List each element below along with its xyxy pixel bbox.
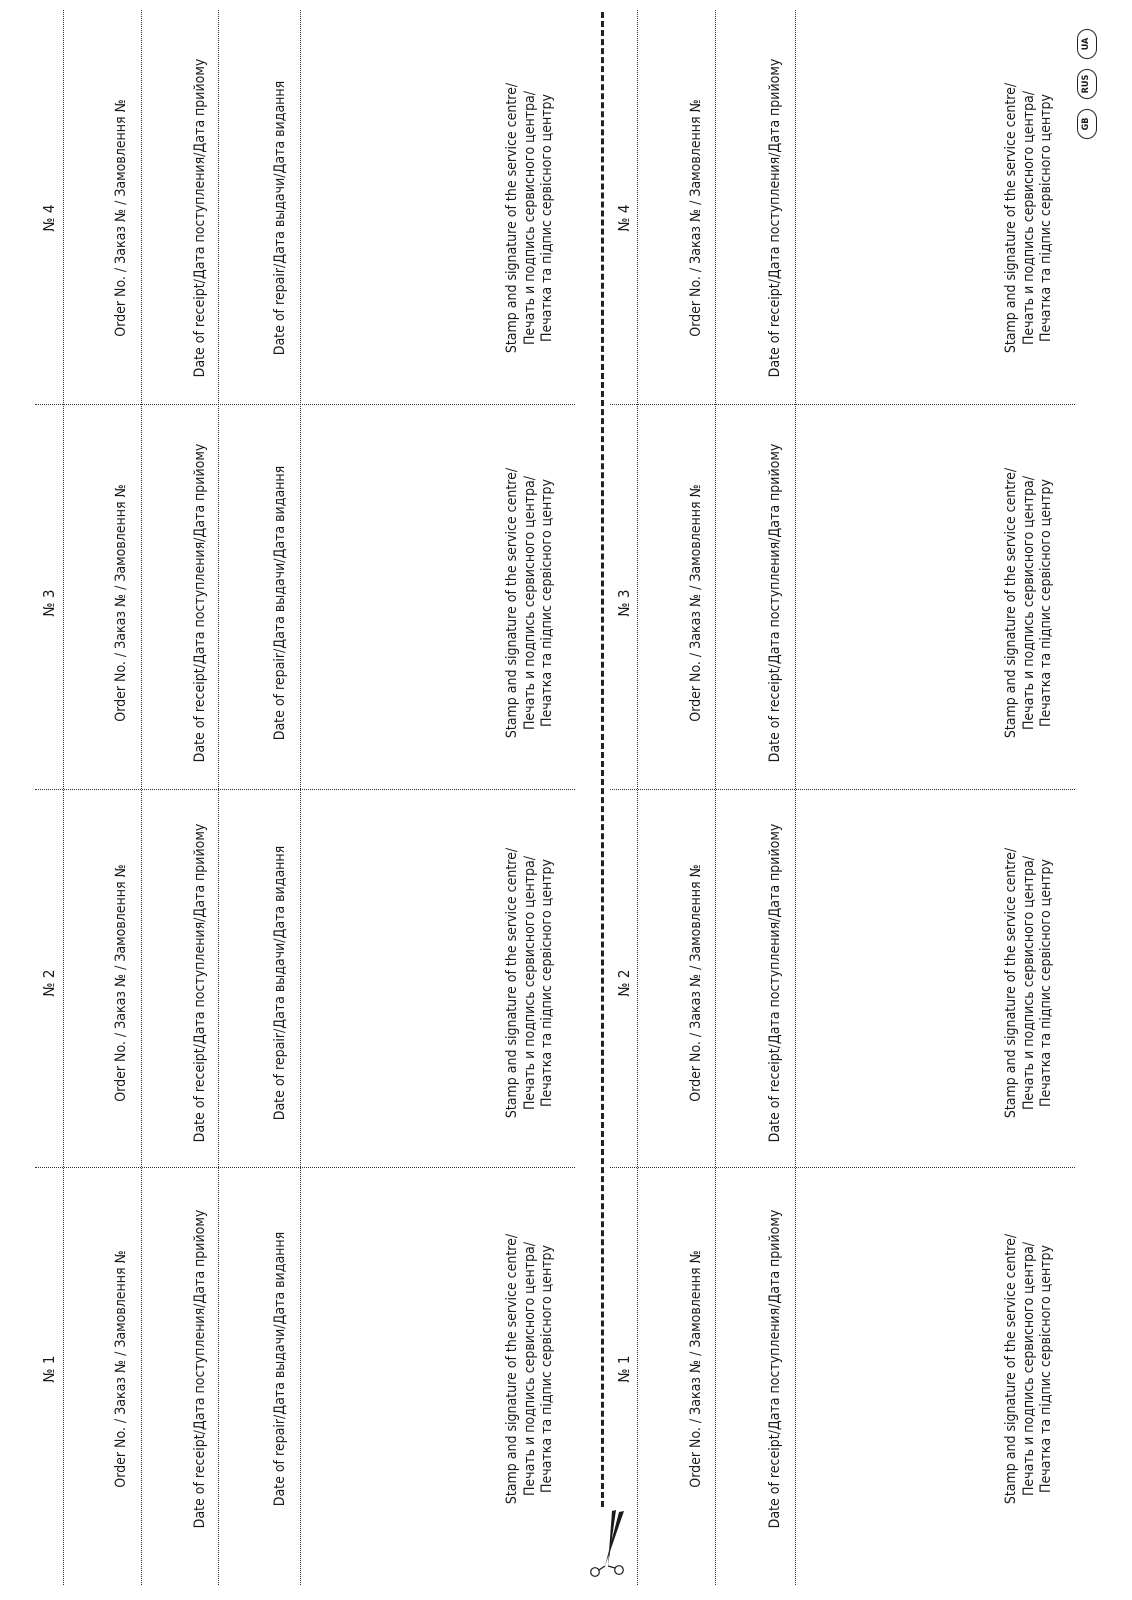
date-of-repair-label: Date of repair/Дата выдачи/Дата видання (272, 1231, 288, 1507)
upper-coupon-separator-1-2 (35, 1167, 575, 1168)
language-badge-rus: RUS (1077, 69, 1097, 99)
order-number-label: Order No. / Заказ № / Замовлення № (113, 1250, 129, 1488)
cut-line (601, 12, 604, 1507)
stamp-label-line-1: Stamp and signature of the service centre/ (504, 847, 520, 1119)
language-badge-ua: UA (1077, 29, 1097, 59)
coupon-number: № 3 (615, 589, 633, 617)
date-of-receipt-label: Date of receipt/Дата поступления/Дата прийому (767, 823, 783, 1143)
stamp-signature-label (504, 813, 557, 1153)
date-of-receipt-label: Date of receipt/Дата поступления/Дата прийому (767, 58, 783, 378)
language-badge-gb: GB (1077, 109, 1097, 139)
order-number-label: Order No. / Заказ № / Замовлення № (688, 99, 704, 337)
order-number-label: Order No. / Заказ № / Замовлення № (113, 484, 129, 722)
upper-receipt-divider (218, 10, 219, 1585)
stamp-label-line-2: Печать и подпись сервисного центра/ (521, 1241, 538, 1497)
lower-order-divider (715, 10, 716, 1585)
upper-outer-edge-line (63, 10, 64, 1585)
lower-coupon-separator-1-2 (610, 1167, 1075, 1168)
stamp-signature-label (1003, 48, 1056, 388)
stamp-signature-label (1003, 433, 1056, 773)
order-number-label: Order No. / Заказ № / Замовлення № (688, 484, 704, 722)
stamp-label-line-3: Печатка та підпис сервісного центру (1038, 1244, 1054, 1494)
upper-repair-divider (300, 10, 301, 1585)
stamp-label-line-3: Печатка та підпис сервісного центру (1038, 478, 1054, 728)
stamp-label-line-1: Stamp and signature of the service centre/ (1003, 1233, 1019, 1505)
date-of-receipt-label: Date of receipt/Дата поступления/Дата прийому (767, 1209, 783, 1529)
stamp-label-line-1: Stamp and signature of the service centre/ (1003, 82, 1019, 354)
lower-receipt-divider (795, 10, 796, 1585)
upper-coupon-separator-2-3 (35, 789, 575, 790)
stamp-signature-label (1003, 813, 1056, 1153)
coupon-number: № 1 (40, 1355, 58, 1383)
lower-coupon-separator-3-4 (610, 404, 1075, 405)
date-of-receipt-label: Date of receipt/Дата поступления/Дата прийому (192, 1209, 208, 1529)
stamp-label-line-2: Печать и подпись сервисного центра/ (521, 855, 538, 1111)
stamp-label-line-2: Печать и подпись сервисного центра/ (1020, 475, 1037, 731)
stamp-label-line-2: Печать и подпись сервисного центра/ (1020, 855, 1037, 1111)
stamp-signature-label (1003, 1199, 1056, 1539)
coupon-number: № 2 (615, 969, 633, 997)
date-of-repair-label: Date of repair/Дата выдачи/Дата видання (272, 80, 288, 356)
stamp-label-line-1: Stamp and signature of the service centre/ (1003, 467, 1019, 739)
stamp-label-line-3: Печатка та підпис сервісного центру (539, 1244, 555, 1494)
stamp-label-line-3: Печатка та підпис сервісного центру (539, 858, 555, 1108)
stamp-signature-label (504, 1199, 557, 1539)
order-number-label: Order No. / Заказ № / Замовлення № (113, 864, 129, 1102)
stamp-label-line-2: Печать и подпись сервисного центра/ (1020, 90, 1037, 346)
coupon-number: № 4 (615, 204, 633, 232)
order-number-label: Order No. / Заказ № / Замовлення № (688, 864, 704, 1102)
stamp-label-line-3: Печатка та підпис сервісного центру (539, 478, 555, 728)
stamp-signature-label (504, 433, 557, 773)
stamp-label-line-1: Stamp and signature of the service centre/ (504, 82, 520, 354)
coupon-number: № 4 (40, 204, 58, 232)
upper-order-divider (141, 10, 142, 1585)
stamp-label-line-1: Stamp and signature of the service centre/ (1003, 847, 1019, 1119)
stamp-label-line-3: Печатка та підпис сервісного центру (1038, 858, 1054, 1108)
date-of-repair-label: Date of repair/Дата выдачи/Дата видання (272, 845, 288, 1121)
date-of-receipt-label: Date of receipt/Дата поступления/Дата прийому (767, 443, 783, 763)
order-number-label: Order No. / Заказ № / Замовлення № (688, 1250, 704, 1488)
upper-coupon-separator-3-4 (35, 404, 575, 405)
stamp-label-line-3: Печатка та підпис сервісного центру (539, 93, 555, 343)
lower-coupon-separator-2-3 (610, 789, 1075, 790)
stamp-label-line-2: Печать и подпись сервисного центра/ (521, 475, 538, 731)
coupon-number: № 1 (615, 1355, 633, 1383)
stamp-label-line-1: Stamp and signature of the service centre/ (504, 467, 520, 739)
stamp-label-line-2: Печать и подпись сервисного центра/ (1020, 1241, 1037, 1497)
coupon-number: № 3 (40, 589, 58, 617)
lower-number-divider (637, 10, 638, 1585)
stamp-label-line-2: Печать и подпись сервисного центра/ (521, 90, 538, 346)
date-of-receipt-label: Date of receipt/Дата поступления/Дата прийому (192, 443, 208, 763)
stamp-label-line-1: Stamp and signature of the service centre/ (504, 1233, 520, 1505)
date-of-repair-label: Date of repair/Дата выдачи/Дата видання (272, 465, 288, 741)
stamp-signature-label (504, 48, 557, 388)
date-of-receipt-label: Date of receipt/Дата поступления/Дата прийому (192, 58, 208, 378)
coupon-number: № 2 (40, 969, 58, 997)
order-number-label: Order No. / Заказ № / Замовлення № (113, 99, 129, 337)
stamp-label-line-3: Печатка та підпис сервісного центру (1038, 93, 1054, 343)
date-of-receipt-label: Date of receipt/Дата поступления/Дата прийому (192, 823, 208, 1143)
